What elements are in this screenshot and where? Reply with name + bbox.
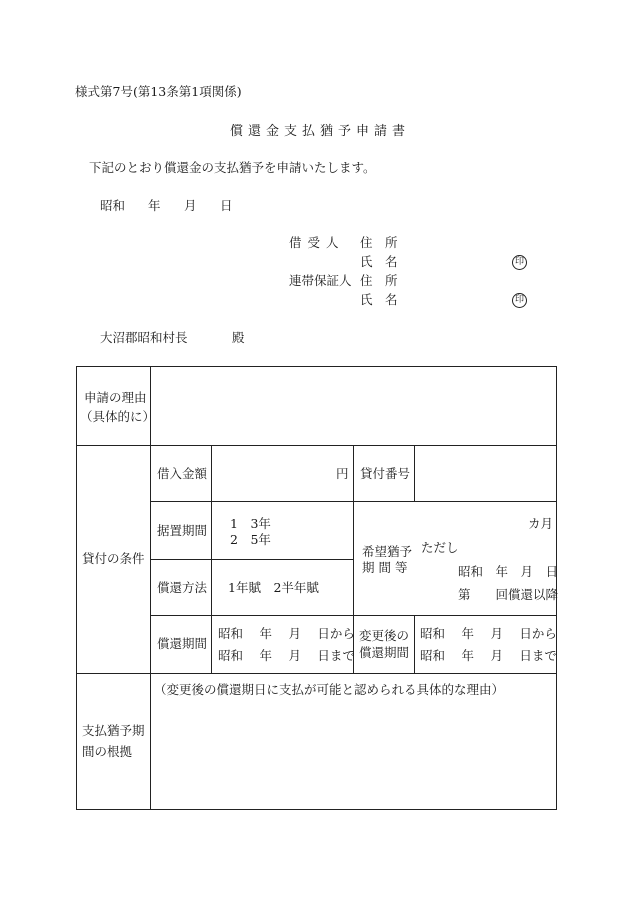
changed-period-label-2: 償還期間 — [359, 645, 410, 660]
repay-period-from[interactable]: 昭和 年 月 日から — [218, 626, 355, 641]
changed-period-to[interactable]: 昭和 年 月 日まで — [420, 648, 557, 663]
basis-field[interactable] — [151, 700, 555, 808]
date-year: 年 — [148, 198, 161, 213]
guarantor-address-label: 住 所 — [360, 273, 398, 288]
repay-period-to[interactable]: 昭和 年 月 日まで — [218, 648, 355, 663]
grace-option-2[interactable]: 2 5年 — [230, 532, 271, 547]
borrower-label: 借 受 人 — [289, 235, 340, 250]
intro-text: 下記のとおり償還金の支払猶予を申請いたします。 — [89, 160, 376, 175]
repay-method-label: 償還方法 — [157, 580, 208, 595]
addressee-honorific: 殿 — [232, 330, 245, 345]
basis-label: 支払猶予期 — [82, 723, 145, 738]
loan-amount-field[interactable] — [212, 446, 335, 500]
however-text: ただし — [421, 540, 459, 555]
reason-label-detail: （具体的に） — [80, 409, 156, 424]
borrower-address-label: 住 所 — [360, 235, 398, 250]
yen-unit: 円 — [336, 466, 349, 481]
date-day: 日 — [220, 198, 233, 213]
desired-period-label: 希望猶予 — [362, 544, 413, 559]
borrower-seal-icon: 印 — [512, 255, 527, 270]
conditions-label: 貸付の条件 — [82, 551, 145, 566]
basis-label-2: 間の根拠 — [82, 744, 133, 759]
borrower-name-label: 氏 名 — [360, 254, 398, 269]
form-number: 様式第7号(第13条第1項関係) — [75, 84, 242, 99]
basis-note: （変更後の償還期日に支払が可能と認められる具体的な理由） — [154, 682, 505, 697]
repay-method-options[interactable]: 1年賦 2半年賦 — [228, 580, 319, 595]
reason-label: 申請の理由 — [84, 390, 147, 405]
guarantor-label: 連帯保証人 — [289, 273, 352, 288]
desired-period-label-2: 期 間 等 — [362, 560, 408, 575]
loan-amount-label: 借入金額 — [157, 466, 208, 481]
loan-number-label: 貸付番号 — [360, 466, 411, 481]
months-unit: カ月 — [528, 516, 554, 531]
loan-number-field[interactable] — [415, 446, 555, 500]
grace-period-label: 据置期間 — [157, 523, 208, 538]
reason-field[interactable] — [151, 367, 555, 444]
document-title: 償還金支払猶予申請書 — [230, 124, 411, 139]
date-month: 月 — [184, 198, 197, 213]
grace-option-1[interactable]: 1 3年 — [230, 516, 271, 531]
from-repayment-number[interactable]: 第 回償還以降 — [458, 587, 559, 602]
date-era: 昭和 — [100, 198, 126, 213]
addressee-office: 大沼郡昭和村長 — [100, 330, 188, 345]
repay-period-label: 償還期間 — [157, 636, 208, 651]
guarantor-seal-icon: 印 — [512, 293, 527, 308]
guarantor-name-label: 氏 名 — [360, 292, 398, 307]
changed-period-from[interactable]: 昭和 年 月 日から — [420, 626, 557, 641]
desired-date[interactable]: 昭和 年 月 日 — [458, 564, 559, 579]
changed-period-label: 変更後の — [359, 628, 410, 643]
